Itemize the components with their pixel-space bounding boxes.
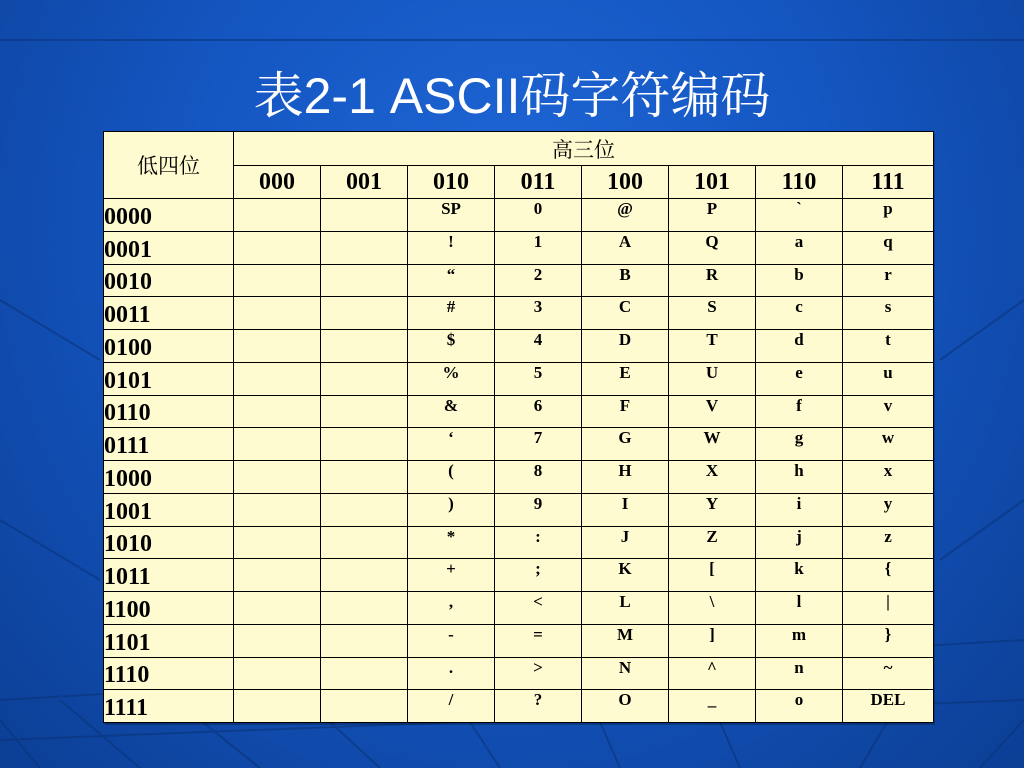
table-cell: v <box>843 395 934 428</box>
table-cell: Z <box>669 526 756 559</box>
table-cell <box>321 231 408 264</box>
table-cell <box>321 297 408 330</box>
table-cell: G <box>582 428 669 461</box>
table-cell: f <box>756 395 843 428</box>
table-cell: \ <box>669 592 756 625</box>
table-cell: w <box>843 428 934 461</box>
table-cell: = <box>495 624 582 657</box>
column-header-011: 011 <box>495 166 582 199</box>
slide-title: 表2-1 ASCII码字符编码 <box>253 68 771 124</box>
table-cell <box>234 690 321 723</box>
table-cell: W <box>669 428 756 461</box>
table-cell: b <box>756 264 843 297</box>
table-cell: ` <box>756 199 843 232</box>
table-cell: o <box>756 690 843 723</box>
table-cell: p <box>843 199 934 232</box>
high-bits-header: 高三位 <box>234 132 934 166</box>
table-cell: j <box>756 526 843 559</box>
row-header-1111: 1111 <box>104 690 234 723</box>
table-cell <box>321 526 408 559</box>
table-cell: z <box>843 526 934 559</box>
table-cell: ^ <box>669 657 756 690</box>
table-row <box>104 526 934 559</box>
table-cell: C <box>582 297 669 330</box>
table-cell <box>321 428 408 461</box>
table-cell: U <box>669 362 756 395</box>
table-row <box>104 690 934 723</box>
table-cell: @ <box>582 199 669 232</box>
table-cell: ! <box>408 231 495 264</box>
row-header-1101: 1101 <box>104 624 234 657</box>
table-cell: E <box>582 362 669 395</box>
table-row <box>104 231 934 264</box>
row-header-0001: 0001 <box>104 231 234 264</box>
column-header-110: 110 <box>756 166 843 199</box>
table-cell: 8 <box>495 461 582 494</box>
table-cell: | <box>843 592 934 625</box>
table-cell: [ <box>669 559 756 592</box>
table-cell: ‘ <box>408 428 495 461</box>
column-header-010: 010 <box>408 166 495 199</box>
table-cell: % <box>408 362 495 395</box>
corner-header-low-bits: 低四位 <box>104 132 234 199</box>
table-cell: 6 <box>495 395 582 428</box>
table-cell <box>234 330 321 363</box>
table-cell <box>234 395 321 428</box>
table-cell: 7 <box>495 428 582 461</box>
row-header-0011: 0011 <box>104 297 234 330</box>
row-header-1011: 1011 <box>104 559 234 592</box>
table-cell <box>321 264 408 297</box>
column-header-100: 100 <box>582 166 669 199</box>
table-cell: J <box>582 526 669 559</box>
table-cell: : <box>495 526 582 559</box>
table-cell <box>234 657 321 690</box>
table-cell: B <box>582 264 669 297</box>
table-cell: { <box>843 559 934 592</box>
table-cell <box>234 362 321 395</box>
table-cell: . <box>408 657 495 690</box>
table-cell <box>234 526 321 559</box>
table-cell <box>321 493 408 526</box>
table-cell <box>234 297 321 330</box>
row-header-0101: 0101 <box>104 362 234 395</box>
table-cell: DEL <box>843 690 934 723</box>
table-cell <box>321 395 408 428</box>
table-cell: A <box>582 231 669 264</box>
table-row <box>104 461 934 494</box>
table-cell <box>321 330 408 363</box>
table-cell: i <box>756 493 843 526</box>
table-cell <box>234 592 321 625</box>
table-cell: “ <box>408 264 495 297</box>
table-cell <box>321 592 408 625</box>
table-cell: R <box>669 264 756 297</box>
table-cell <box>321 624 408 657</box>
table-cell: , <box>408 592 495 625</box>
table-cell: & <box>408 395 495 428</box>
table-cell: S <box>669 297 756 330</box>
table-cell <box>321 461 408 494</box>
table-cell: N <box>582 657 669 690</box>
table-cell <box>234 493 321 526</box>
column-header-001: 001 <box>321 166 408 199</box>
table-cell: ) <box>408 493 495 526</box>
row-header-1110: 1110 <box>104 657 234 690</box>
table-cell: h <box>756 461 843 494</box>
row-header-0010: 0010 <box>104 264 234 297</box>
table-cell: # <box>408 297 495 330</box>
table-cell: u <box>843 362 934 395</box>
table-cell: k <box>756 559 843 592</box>
table-cell: s <box>843 297 934 330</box>
table-cell: _ <box>669 690 756 723</box>
table-cell: 3 <box>495 297 582 330</box>
table-cell: ] <box>669 624 756 657</box>
row-header-0100: 0100 <box>104 330 234 363</box>
table-cell: D <box>582 330 669 363</box>
table-cell: c <box>756 297 843 330</box>
table-cell <box>321 199 408 232</box>
table-row <box>104 559 934 592</box>
table-cell: t <box>843 330 934 363</box>
table-cell: O <box>582 690 669 723</box>
table-cell: l <box>756 592 843 625</box>
table-cell: I <box>582 493 669 526</box>
table-cell <box>321 559 408 592</box>
table-row <box>104 493 934 526</box>
table-cell: ( <box>408 461 495 494</box>
table-cell: V <box>669 395 756 428</box>
table-cell: L <box>582 592 669 625</box>
table-row <box>104 624 934 657</box>
table-cell <box>234 199 321 232</box>
table-cell: g <box>756 428 843 461</box>
column-header-000: 000 <box>234 166 321 199</box>
table-cell: X <box>669 461 756 494</box>
table-cell <box>321 657 408 690</box>
table-row <box>104 199 934 232</box>
table-cell: 0 <box>495 199 582 232</box>
table-cell: r <box>843 264 934 297</box>
table-cell: T <box>669 330 756 363</box>
table-cell: ? <box>495 690 582 723</box>
table-cell: Q <box>669 231 756 264</box>
row-header-1100: 1100 <box>104 592 234 625</box>
table-cell: ; <box>495 559 582 592</box>
table-row <box>104 362 934 395</box>
table-cell: / <box>408 690 495 723</box>
table-cell: 1 <box>495 231 582 264</box>
table-cell <box>234 428 321 461</box>
column-header-111: 111 <box>843 166 934 199</box>
table-cell: K <box>582 559 669 592</box>
table-cell <box>321 690 408 723</box>
table-cell <box>234 559 321 592</box>
table-cell: + <box>408 559 495 592</box>
table-cell: P <box>669 199 756 232</box>
table-cell: a <box>756 231 843 264</box>
table-cell: ~ <box>843 657 934 690</box>
table-cell <box>234 231 321 264</box>
table-row <box>104 428 934 461</box>
table-cell: 2 <box>495 264 582 297</box>
table-cell: y <box>843 493 934 526</box>
table-cell: > <box>495 657 582 690</box>
table-cell <box>321 362 408 395</box>
ascii-table <box>103 131 934 723</box>
table-cell: 5 <box>495 362 582 395</box>
table-cell <box>234 264 321 297</box>
table-cell: * <box>408 526 495 559</box>
table-cell: 9 <box>495 493 582 526</box>
table-cell: n <box>756 657 843 690</box>
table-cell: d <box>756 330 843 363</box>
table-cell: M <box>582 624 669 657</box>
table-cell: H <box>582 461 669 494</box>
table-row <box>104 330 934 363</box>
row-header-1001: 1001 <box>104 493 234 526</box>
table-cell: m <box>756 624 843 657</box>
table-cell <box>234 624 321 657</box>
table-cell <box>234 461 321 494</box>
table-cell: < <box>495 592 582 625</box>
table-cell: F <box>582 395 669 428</box>
table-cell: } <box>843 624 934 657</box>
table-cell: Y <box>669 493 756 526</box>
table-row <box>104 264 934 297</box>
row-header-0111: 0111 <box>104 428 234 461</box>
row-header-0110: 0110 <box>104 395 234 428</box>
table-cell: e <box>756 362 843 395</box>
table-cell: q <box>843 231 934 264</box>
table-cell: x <box>843 461 934 494</box>
table-cell: $ <box>408 330 495 363</box>
table-row <box>104 297 934 330</box>
table-cell: SP <box>408 199 495 232</box>
ascii-table-container <box>103 131 933 722</box>
table-row <box>104 395 934 428</box>
row-header-1010: 1010 <box>104 526 234 559</box>
table-cell: 4 <box>495 330 582 363</box>
table-row <box>104 657 934 690</box>
row-header-1000: 1000 <box>104 461 234 494</box>
table-row <box>104 592 934 625</box>
column-header-101: 101 <box>669 166 756 199</box>
table-cell: - <box>408 624 495 657</box>
row-header-0000: 0000 <box>104 199 234 232</box>
